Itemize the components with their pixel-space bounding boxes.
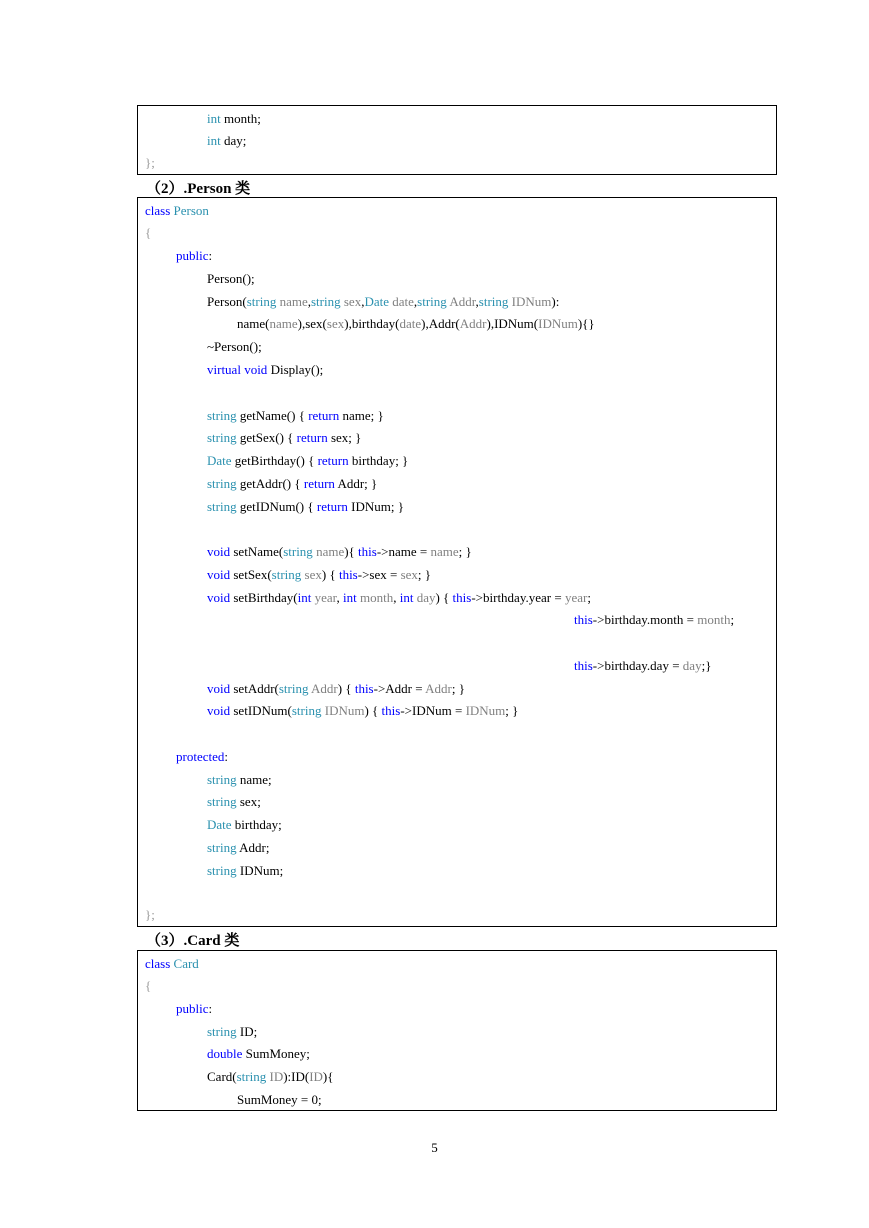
code-token: Date (207, 817, 232, 832)
page-number: 5 (431, 1140, 438, 1155)
code-token: name( (237, 316, 270, 331)
code-token: ): (551, 294, 560, 309)
code-token: void (207, 567, 231, 582)
code-token: return (317, 453, 349, 468)
code-token: class (145, 956, 171, 971)
code-token: string (207, 840, 237, 855)
code-line (145, 155, 155, 171)
code-line (207, 703, 518, 719)
code-line (145, 956, 199, 972)
code-token: }; (145, 155, 155, 170)
code-token: return (316, 499, 348, 514)
code-token: ),Addr( (421, 316, 460, 331)
code-token: day; (220, 133, 247, 148)
code-token: SumMoney; (242, 1046, 310, 1061)
code-token: Card (173, 956, 199, 971)
code-token: Addr (446, 294, 476, 309)
code-token: void (207, 590, 231, 605)
code-token: Card( (207, 1069, 237, 1084)
code-token: Addr (459, 316, 487, 331)
code-token: IDNum; } (347, 499, 404, 514)
code-token: string (207, 863, 237, 878)
code-token: SumMoney = 0; (237, 1092, 322, 1107)
code-token: string (417, 294, 447, 309)
code-token: year (564, 590, 588, 605)
code-token: name (312, 544, 345, 559)
code-token: string (271, 567, 302, 582)
code-line (176, 749, 228, 765)
code-line (237, 1092, 322, 1108)
code-line (207, 681, 465, 697)
code-token: ->name = (376, 544, 431, 559)
code-line (207, 453, 408, 469)
code-token: Date (364, 294, 390, 309)
code-line (145, 203, 209, 219)
code-token: void (207, 703, 231, 718)
code-line (176, 1001, 212, 1017)
code-token: string (207, 476, 237, 491)
code-token: string (291, 703, 322, 718)
code-token: ; } (417, 567, 432, 582)
code-token: IDNum; (236, 863, 284, 878)
code-token: return (303, 476, 335, 491)
code-token: ) { (337, 681, 355, 696)
code-token: birthday; (231, 817, 282, 832)
code-token: return (308, 408, 340, 423)
code-token: int (207, 133, 221, 148)
code-token: int (342, 590, 357, 605)
code-token: birthday; } (348, 453, 409, 468)
code-line (207, 817, 282, 833)
code-token: setSex( (230, 567, 272, 582)
code-line (207, 430, 361, 446)
code-token: name (269, 316, 298, 331)
code-line (207, 294, 559, 310)
code-line (145, 907, 155, 923)
code-token: void (207, 544, 231, 559)
code-token: , (361, 294, 365, 309)
code-token: year (311, 590, 337, 605)
code-token: ID (309, 1069, 323, 1084)
code-line (176, 248, 212, 264)
code-token: ->birthday.year = (471, 590, 565, 605)
code-line (207, 1024, 257, 1040)
code-token: string (207, 408, 237, 423)
code-token: name (430, 544, 459, 559)
code-token: this (354, 681, 374, 696)
code-token: string (311, 294, 341, 309)
code-line (574, 612, 734, 628)
code-token: ) { (321, 567, 339, 582)
code-token: Person (173, 203, 209, 218)
code-token: ->sex = (357, 567, 401, 582)
code-token: { (145, 978, 152, 993)
code-token: string (207, 499, 237, 514)
code-token: class (145, 203, 171, 218)
code-token: : (208, 1001, 213, 1016)
code-line (207, 544, 472, 560)
code-token: this (574, 658, 593, 673)
code-token: , (336, 590, 343, 605)
code-token: : (208, 248, 213, 263)
code-token: setName( (230, 544, 284, 559)
code-token: ),sex( (297, 316, 327, 331)
code-token: month (356, 590, 394, 605)
code-token: name; } (339, 408, 384, 423)
code-token: month; (220, 111, 261, 126)
code-token: day (413, 590, 436, 605)
code-token: ->IDNum = (400, 703, 466, 718)
code-token: virtual (207, 362, 241, 377)
code-line (207, 362, 323, 378)
code-token: IDNum (508, 294, 552, 309)
code-token: date (389, 294, 414, 309)
code-token: month (697, 612, 731, 627)
code-token: ->birthday.month = (592, 612, 698, 627)
code-line (574, 658, 711, 674)
code-token: return (296, 430, 328, 445)
code-token: { (145, 225, 152, 240)
code-token: getAddr() { (236, 476, 304, 491)
code-token: string (246, 294, 277, 309)
code-line (207, 840, 270, 856)
code-token: Display(); (267, 362, 324, 377)
code-line (207, 794, 261, 810)
code-token: ) { (364, 703, 382, 718)
code-token: , (475, 294, 479, 309)
code-token: ),birthday( (344, 316, 400, 331)
code-token: double (207, 1046, 243, 1061)
code-token: string (207, 794, 237, 809)
code-token: setAddr( (230, 681, 279, 696)
code-token: this (381, 703, 401, 718)
code-line (207, 339, 262, 355)
code-token: void (207, 681, 231, 696)
code-token: this (574, 612, 593, 627)
code-line (207, 863, 283, 879)
code-token: ;} (701, 658, 712, 673)
code-line (207, 590, 591, 606)
code-token: string (207, 772, 237, 787)
code-line (207, 772, 272, 788)
code-token: , (413, 294, 418, 309)
code-block-person (137, 197, 777, 927)
code-token: ->birthday.day = (592, 658, 683, 673)
code-line (207, 567, 431, 583)
code-token: sex (400, 567, 418, 582)
code-line (207, 271, 255, 287)
code-token: getBirthday() { (231, 453, 318, 468)
code-token: ; } (505, 703, 519, 718)
code-line (207, 408, 384, 424)
code-token: ){ (322, 1069, 334, 1084)
code-token: ){} (577, 316, 595, 331)
code-token: Addr (308, 681, 338, 696)
code-token: ; } (458, 544, 472, 559)
code-token: setBirthday( (230, 590, 298, 605)
code-token: ; (730, 612, 735, 627)
code-token: protected (176, 749, 225, 764)
code-token: getIDNum() { (236, 499, 317, 514)
code-token: name (276, 294, 308, 309)
code-token: Date (207, 453, 232, 468)
code-token: string (278, 681, 309, 696)
code-token: : (224, 749, 228, 764)
code-token: sex (326, 316, 345, 331)
code-token: ID (266, 1069, 284, 1084)
code-token: public (176, 248, 209, 263)
code-token: day (682, 658, 702, 673)
code-token: setIDNum( (230, 703, 292, 718)
code-line (207, 133, 246, 149)
code-token: public (176, 1001, 209, 1016)
code-token: }; (145, 907, 155, 922)
section-heading-person: （2）.Person 类 (146, 181, 251, 197)
code-token: IDNum (321, 703, 365, 718)
code-token: sex (340, 294, 362, 309)
code-token: string (236, 1069, 267, 1084)
section-heading-card: （3）.Card 类 (146, 933, 240, 949)
code-line (145, 225, 151, 241)
code-token: ) { (435, 590, 453, 605)
code-line (207, 1069, 334, 1085)
code-line (145, 978, 151, 994)
code-token: , (393, 590, 400, 605)
code-token: IDNum (538, 316, 578, 331)
code-token: Addr; } (334, 476, 378, 491)
code-token: ; } (451, 681, 465, 696)
code-line (207, 476, 377, 492)
code-line (207, 111, 261, 127)
code-token: int (297, 590, 312, 605)
code-token: this (452, 590, 472, 605)
code-token: sex (301, 567, 322, 582)
code-line (207, 499, 404, 515)
code-token: , (307, 294, 311, 309)
code-token: Addr (425, 681, 452, 696)
code-token: sex; } (327, 430, 362, 445)
code-token: getSex() { (236, 430, 297, 445)
code-token: string (207, 430, 237, 445)
code-line (237, 316, 595, 332)
code-token: sex; (236, 794, 261, 809)
code-block-date-tail (137, 105, 777, 175)
code-token: ; (587, 590, 591, 605)
code-token: int (399, 590, 414, 605)
code-token: ~Person(); (207, 339, 262, 354)
code-token: void (244, 362, 268, 377)
code-block-card (137, 950, 777, 1111)
code-token: name; (236, 772, 272, 787)
code-token: ID; (236, 1024, 258, 1039)
code-token: ):ID( (283, 1069, 310, 1084)
code-token: ->Addr = (373, 681, 426, 696)
code-token: Person( (207, 294, 247, 309)
code-token: string (478, 294, 509, 309)
code-token: getName() { (236, 408, 309, 423)
code-token: ),IDNum( (486, 316, 539, 331)
code-token: this (358, 544, 377, 559)
code-token: date (399, 316, 422, 331)
code-token: string (283, 544, 313, 559)
code-token: ){ (344, 544, 359, 559)
code-token: string (207, 1024, 237, 1039)
code-token: Addr; (236, 840, 270, 855)
code-line (207, 1046, 310, 1062)
code-token: IDNum (465, 703, 506, 718)
code-token: Person(); (207, 271, 255, 286)
code-token: int (207, 111, 221, 126)
code-token: this (338, 567, 358, 582)
